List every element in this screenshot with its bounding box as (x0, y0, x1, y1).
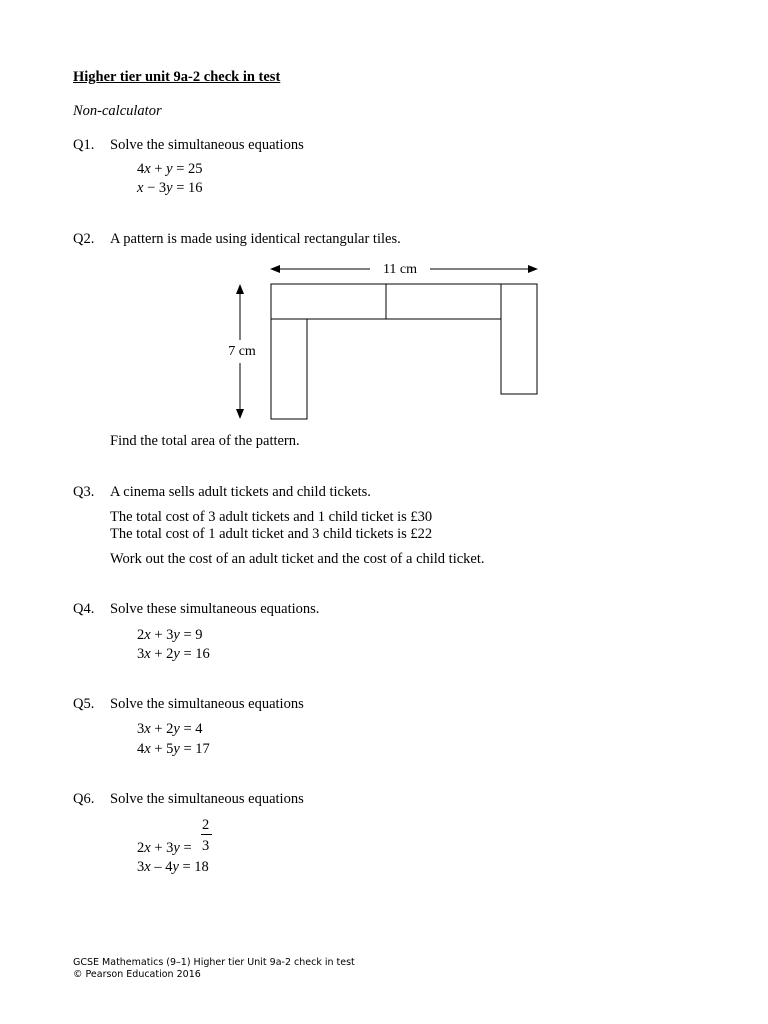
tile-top-left (271, 284, 386, 319)
height-arrowhead-top (236, 284, 244, 294)
q3-text: A cinema sells adult tickets and child tickets. (110, 484, 371, 500)
footer-line-2: © Pearson Education 2016 (73, 969, 201, 980)
q1-text: Solve the simultaneous equations (110, 137, 304, 153)
height-label: 7 cm (228, 344, 256, 359)
q2-prompt: Find the total area of the pattern. (110, 433, 300, 449)
height-arrowhead-bottom (236, 409, 244, 419)
q6-equation-1: 2x + 3y = (137, 840, 192, 856)
q4-number: Q4. (73, 601, 95, 617)
q1-equation-2: x − 3y = 16 (137, 180, 203, 196)
q6-number: Q6. (73, 791, 95, 807)
q3-line-2: The total cost of 1 adult ticket and 3 child tickets is £22 (110, 526, 433, 542)
q6-fraction-numerator: 2 (202, 817, 210, 833)
q6-equation-2: 3x – 4y = 18 (137, 859, 209, 875)
q5-number: Q5. (73, 696, 95, 712)
page-subtitle: Non-calculator (73, 103, 162, 119)
q2-number: Q2. (73, 231, 95, 247)
page-footer (73, 957, 355, 981)
width-label: 11 cm (382, 262, 418, 277)
q3-prompt: Work out the cost of an adult ticket and the cost of a child ticket. (110, 551, 485, 567)
q2-text: A pattern is made using identical rectangular tiles. (110, 231, 401, 247)
q5-equation-1: 3x + 2y = 4 (137, 721, 203, 737)
q4-text: Solve these simultaneous equations. (110, 601, 320, 617)
width-arrowhead-right (528, 265, 538, 273)
q3-number: Q3. (73, 484, 95, 500)
q4-equation-1: 2x + 3y = 9 (137, 627, 203, 643)
q5-text: Solve the simultaneous equations (110, 696, 304, 712)
q6-text: Solve the simultaneous equations (110, 791, 304, 807)
tile-vertical-right (501, 284, 537, 394)
tile-top-right (386, 284, 501, 319)
width-arrowhead-left (270, 265, 280, 273)
q3-line-1: The total cost of 3 adult tickets and 1 child ticket is £30 (110, 509, 433, 525)
q6-fraction-denominator: 3 (202, 838, 210, 854)
footer-line-1: GCSE Mathematics (9–1) Higher tier Unit 9a-2 check in test (73, 957, 355, 968)
q1-number: Q1. (73, 137, 95, 153)
q5-equation-2: 4x + 5y = 17 (137, 741, 210, 757)
q6-fraction-bar (201, 834, 212, 835)
tile-pattern-diagram (220, 255, 550, 430)
page-title: Higher tier unit 9a-2 check in test (73, 69, 281, 85)
tile-vertical-left (271, 319, 307, 419)
q4-equation-2: 3x + 2y = 16 (137, 646, 210, 662)
q1-equation-1: 4x + y = 25 (137, 161, 203, 177)
